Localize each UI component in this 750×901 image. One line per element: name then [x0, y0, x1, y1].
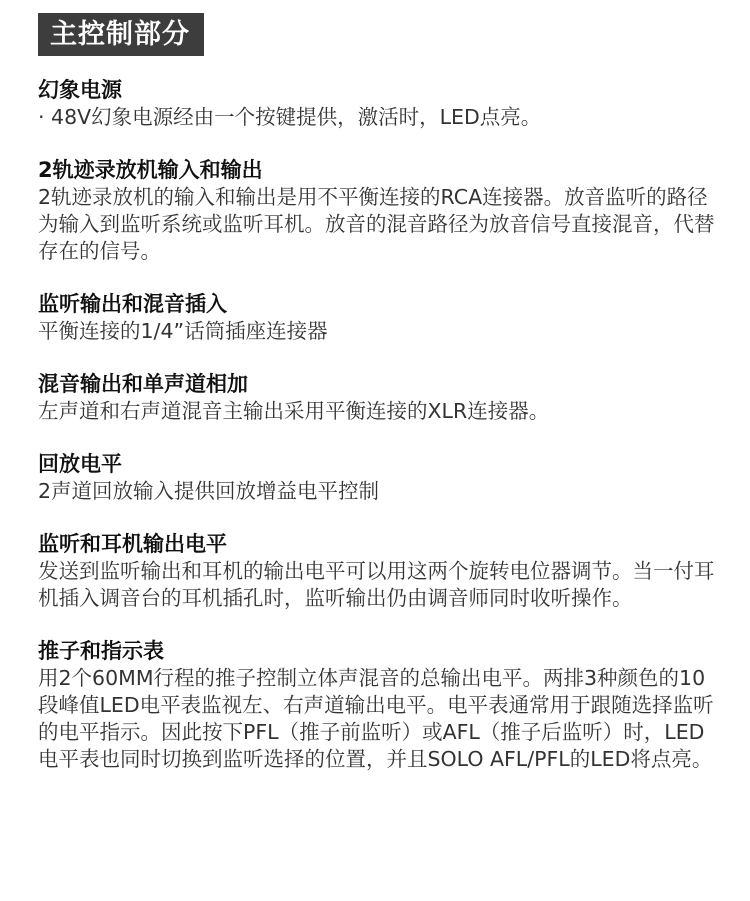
- sections-list: [38, 76, 718, 798]
- section-title: 混音输出和单声道相加: [38, 372, 248, 396]
- section-body: 发送到监听输出和耳机的输出电平可以用这两个旋转电位器调节。当一付耳机插入调音台的耳机插孔时，监听输出仍由调音师同时收听操作。: [38, 559, 715, 610]
- section-phantom-power: [38, 76, 718, 131]
- section-body: 左声道和右声道混音主输出采用平衡连接的XLR连接器。: [38, 399, 550, 423]
- section-title: 监听和耳机输出电平: [38, 532, 227, 556]
- section-monitor-output: [38, 290, 718, 345]
- section-body: 2声道回放输入提供回放增益电平控制: [38, 479, 380, 503]
- section-title: 2轨迹录放机输入和输出: [38, 158, 263, 182]
- section-body: 用2个60MM行程的推子控制立体声混音的总输出电平。两排3种颜色的10段峰值LED电平表监视左、右声道输出电平。电平表通常用于跟随选择监听的电平指示。因此按下PFL（推子前监听）或AFL（推子后监听）时，LED电平表也同时切换到监听选择的位置，并且SOLO AFL/PFL的LED将点亮。: [38, 666, 714, 771]
- section-title: 幻象电源: [38, 78, 122, 102]
- section-title: 监听输出和混音插入: [38, 292, 227, 316]
- section-body: 2轨迹录放机的输入和输出是用不平衡连接的RCA连接器。放音监听的路径为输入到监听系统或监听耳机。放音的混音路径为放音信号直接混音，代替存在的信号。: [38, 185, 715, 263]
- section-title: 推子和指示表: [38, 639, 164, 663]
- section-mix-output: [38, 370, 718, 425]
- section-body: 平衡连接的1/4”话筒插座连接器: [38, 319, 328, 343]
- section-playback-level: [38, 450, 718, 505]
- section-title: 回放电平: [38, 452, 122, 476]
- section-banner-title: 主控制部分: [38, 13, 204, 56]
- section-two-track: [38, 156, 718, 265]
- section-monitor-headphone-level: [38, 530, 718, 612]
- section-faders-meters: [38, 637, 718, 773]
- section-body: · 48V幻象电源经由一个按键提供，激活时，LED点亮。: [38, 105, 542, 129]
